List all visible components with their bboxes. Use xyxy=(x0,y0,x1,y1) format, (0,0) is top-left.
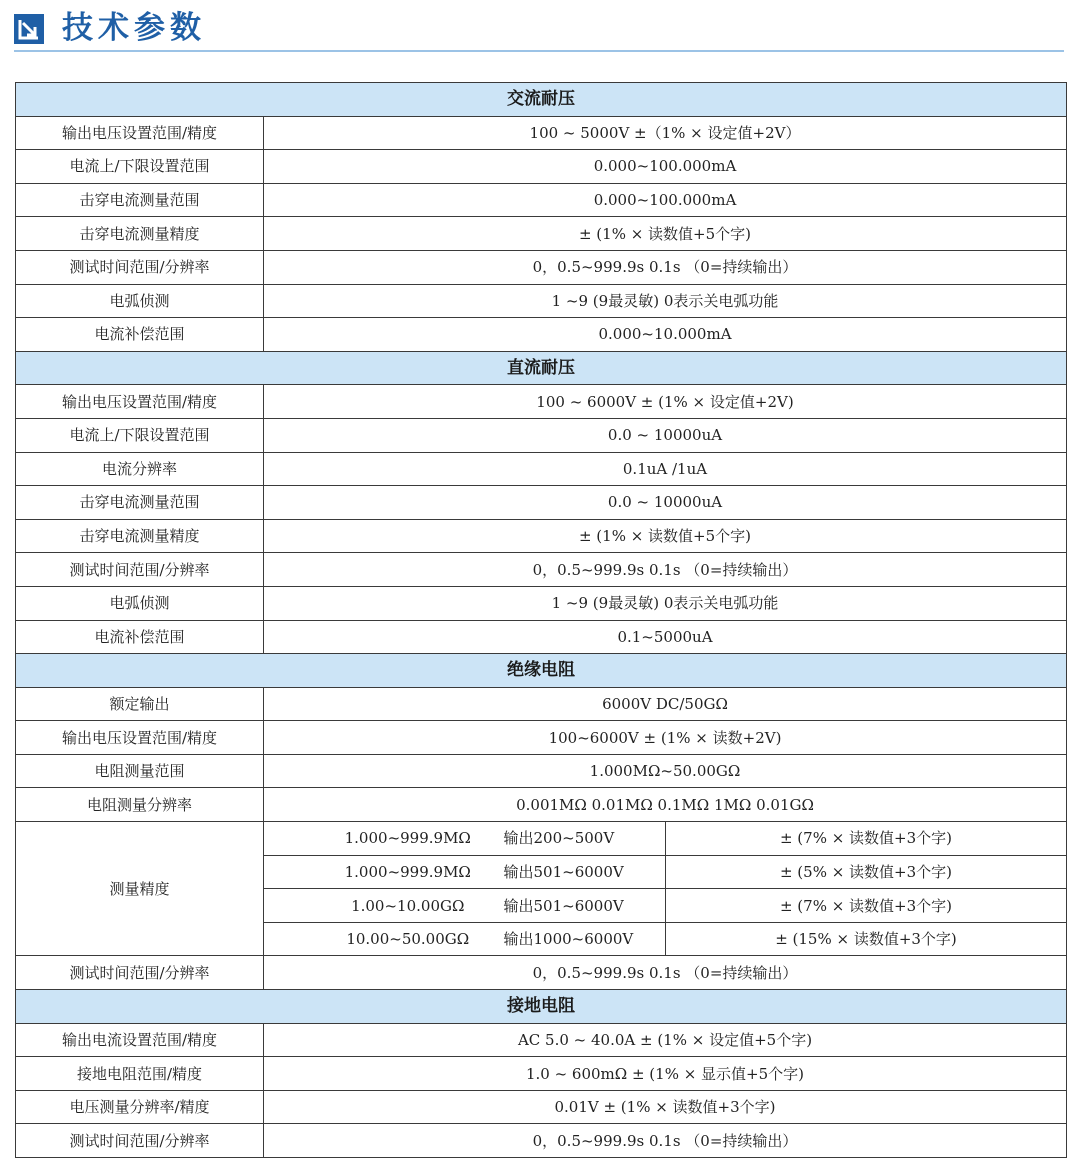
param-label: 输出电压设置范围/精度 xyxy=(16,116,264,150)
param-label: 输出电流设置范围/精度 xyxy=(16,1023,264,1057)
param-label: 额定输出 xyxy=(16,687,264,721)
param-label: 击穿电流测量范围 xyxy=(16,183,264,217)
accuracy-voltage: 输出200~500V xyxy=(494,822,666,856)
document-arrow-icon xyxy=(14,14,44,44)
param-label: 电流分辨率 xyxy=(16,452,264,486)
param-label: 接地电阻范围/精度 xyxy=(16,1057,264,1091)
table-row xyxy=(16,1023,1067,1057)
section-title: 直流耐压 xyxy=(16,351,1067,385)
param-value: 0.1uA /1uA xyxy=(264,452,1067,486)
param-value: 0.0 ~ 10000uA xyxy=(264,486,1067,520)
table-row xyxy=(16,620,1067,654)
table-row xyxy=(16,217,1067,251)
param-value: 100 ~ 6000V ± (1% × 设定值+2V) xyxy=(264,385,1067,419)
param-value: 0.01V ± (1% × 读数值+3个字) xyxy=(264,1090,1067,1124)
param-label: 电阻测量范围 xyxy=(16,754,264,788)
param-label: 电流补偿范围 xyxy=(16,620,264,654)
param-label: 电流上/下限设置范围 xyxy=(16,418,264,452)
param-value: 0.0 ~ 10000uA xyxy=(264,418,1067,452)
accuracy-value: ± (7% × 读数值+3个字) xyxy=(666,822,1067,856)
table-row xyxy=(16,687,1067,721)
param-label: 击穿电流测量精度 xyxy=(16,519,264,553)
param-label: 电流上/下限设置范围 xyxy=(16,150,264,184)
table-row xyxy=(16,385,1067,419)
param-value: 0，0.5~999.9s 0.1s （0=持续输出） xyxy=(264,1124,1067,1158)
param-value: 0.000~100.000mA xyxy=(264,150,1067,184)
section-title: 交流耐压 xyxy=(16,83,1067,117)
table-row xyxy=(16,452,1067,486)
param-value: 0.001MΩ 0.01MΩ 0.1MΩ 1MΩ 0.01GΩ xyxy=(264,788,1067,822)
accuracy-value: ± (15% × 读数值+3个字) xyxy=(666,922,1067,956)
section-header xyxy=(16,990,1067,1024)
param-label: 输出电压设置范围/精度 xyxy=(16,721,264,755)
table-row xyxy=(16,1090,1067,1124)
param-label: 输出电压设置范围/精度 xyxy=(16,385,264,419)
param-label: 电阻测量分辨率 xyxy=(16,788,264,822)
accuracy-voltage: 输出501~6000V xyxy=(494,889,666,923)
table-row xyxy=(16,788,1067,822)
table-row xyxy=(16,250,1067,284)
section-header xyxy=(16,351,1067,385)
table-row xyxy=(16,1057,1067,1091)
table-row xyxy=(16,754,1067,788)
param-value: 6000V DC/50GΩ xyxy=(264,687,1067,721)
param-value: ± (1% × 读数值+5个字) xyxy=(264,519,1067,553)
param-value: 100~6000V ± (1% × 读数+2V) xyxy=(264,721,1067,755)
accuracy-range: 1.000~999.9MΩ xyxy=(264,855,494,889)
section-header xyxy=(16,83,1067,117)
param-label: 测试时间范围/分辨率 xyxy=(16,1124,264,1158)
table-row xyxy=(16,284,1067,318)
accuracy-range: 10.00~50.00GΩ xyxy=(264,922,494,956)
table-row xyxy=(16,183,1067,217)
table-row xyxy=(16,519,1067,553)
param-value: 0，0.5~999.9s 0.1s （0=持续输出） xyxy=(264,553,1067,587)
param-value: AC 5.0 ~ 40.0A ± (1% × 设定值+5个字) xyxy=(264,1023,1067,1057)
page-title: 技术参数 xyxy=(62,10,206,46)
param-value: 1.000MΩ~50.00GΩ xyxy=(264,754,1067,788)
section-title: 绝缘电阻 xyxy=(16,654,1067,688)
param-label: 电流补偿范围 xyxy=(16,318,264,352)
header-divider xyxy=(14,50,1064,52)
accuracy-voltage: 输出1000~6000V xyxy=(494,922,666,956)
accuracy-voltage: 输出501~6000V xyxy=(494,855,666,889)
table-row xyxy=(16,956,1067,990)
param-label: 测试时间范围/分辨率 xyxy=(16,250,264,284)
table-row xyxy=(16,150,1067,184)
param-value: 1 ~9 (9最灵敏) 0表示关电弧功能 xyxy=(264,586,1067,620)
param-value: 0.000~100.000mA xyxy=(264,183,1067,217)
param-value: 0.000~10.000mA xyxy=(264,318,1067,352)
param-label: 电弧侦测 xyxy=(16,586,264,620)
param-label: 击穿电流测量范围 xyxy=(16,486,264,520)
section-header xyxy=(16,654,1067,688)
param-value: 1 ~9 (9最灵敏) 0表示关电弧功能 xyxy=(264,284,1067,318)
table-row xyxy=(16,116,1067,150)
section-title: 接地电阻 xyxy=(16,990,1067,1024)
table-row xyxy=(16,586,1067,620)
table-row xyxy=(16,553,1067,587)
table-row xyxy=(16,822,1067,856)
param-value: 0，0.5~999.9s 0.1s （0=持续输出） xyxy=(264,956,1067,990)
param-value: 0.1~5000uA xyxy=(264,620,1067,654)
param-value: 0，0.5~999.9s 0.1s （0=持续输出） xyxy=(264,250,1067,284)
table-row xyxy=(16,318,1067,352)
table-row xyxy=(16,1124,1067,1158)
param-label: 测试时间范围/分辨率 xyxy=(16,553,264,587)
accuracy-value: ± (7% × 读数值+3个字) xyxy=(666,889,1067,923)
param-value: 100 ~ 5000V ±（1% × 设定值+2V） xyxy=(264,116,1067,150)
param-value: ± (1% × 读数值+5个字) xyxy=(264,217,1067,251)
page-header xyxy=(14,6,1064,52)
param-value: 1.0 ~ 600mΩ ± (1% × 显示值+5个字) xyxy=(264,1057,1067,1091)
param-label: 电弧侦测 xyxy=(16,284,264,318)
table-row xyxy=(16,721,1067,755)
param-label: 测试时间范围/分辨率 xyxy=(16,956,264,990)
accuracy-range: 1.000~999.9MΩ xyxy=(264,822,494,856)
table-row xyxy=(16,486,1067,520)
accuracy-value: ± (5% × 读数值+3个字) xyxy=(666,855,1067,889)
accuracy-range: 1.00~10.00GΩ xyxy=(264,889,494,923)
param-label: 击穿电流测量精度 xyxy=(16,217,264,251)
spec-table xyxy=(15,82,1067,1158)
param-label: 电压测量分辨率/精度 xyxy=(16,1090,264,1124)
table-row xyxy=(16,418,1067,452)
accuracy-label: 测量精度 xyxy=(16,822,264,956)
